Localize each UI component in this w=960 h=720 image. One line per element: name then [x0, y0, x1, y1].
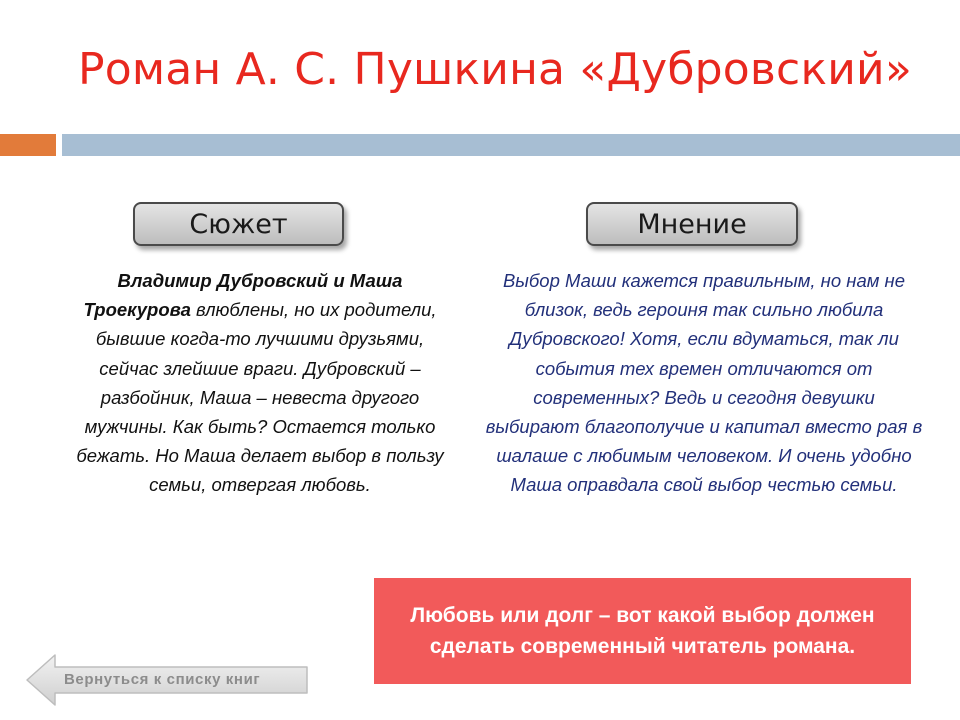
accent-bar-blue: [62, 134, 960, 156]
opinion-heading-label: Мнение: [637, 208, 747, 240]
accent-bar-orange: [0, 134, 56, 156]
conclusion-box: [374, 578, 911, 684]
plot-text: [74, 266, 446, 500]
conclusion-text: Любовь или долг – вот какой выбор должен сделать современный читатель романа.: [410, 604, 875, 658]
opinion-text: Выбор Маши кажется правильным, но нам не близок, ведь героиня так сильно любила Дубровского! Хотя, если вдуматься, так ли события тех времен отличаются от современных? Ведь и сегодня девушки выбирают благополучие и капитал вместо рая в шалаше с любимым человеком. И очень удобно Маша оправдала свой выбор честью семьи.: [485, 270, 923, 496]
plot-heading-label: Сюжет: [189, 208, 288, 240]
back-button-label: Вернуться к списку книг: [64, 671, 261, 688]
plot-names: Владимир Дубровский и Маша Троекурова: [83, 270, 403, 321]
slide-title: Роман А. С. Пушкина «Дубровский»: [78, 44, 912, 95]
plot-heading-button: [133, 202, 344, 246]
plot-body: влюблены, но их родители, бывшие когда-то лучшими друзьями, сейчас злейшие враги. Дубровский – разбойник, Маша – невеста другого мужчины. Как быть? Остается только бежать. Но Маша делает выбор в пользу семьи, отвергая любовь.: [76, 299, 444, 496]
back-to-books-button[interactable]: [24, 652, 314, 708]
opinion-heading-button: [586, 202, 798, 246]
